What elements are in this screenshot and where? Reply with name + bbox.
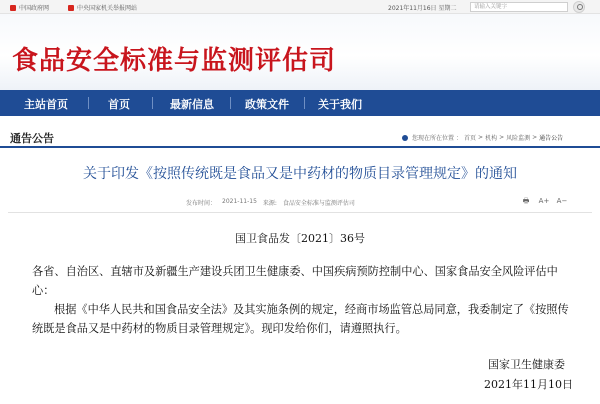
publish-label: 发布时间： [186,200,217,207]
document-number: 国卫食品发〔2021〕36号 [235,232,365,245]
breadcrumb-home[interactable]: 首页 [464,135,477,142]
article-title: 关于印发《按照传统既是食品又是中药材的物质目录管理规定》的通知 [83,166,517,182]
report-link[interactable] [68,3,137,12]
source-name: 食品安全标准与监测评估司 [282,200,355,207]
location-icon [402,135,408,141]
print-icon[interactable]: 🖶 [522,197,530,205]
nav-item-home[interactable]: 首页 [108,98,130,111]
site-banner [0,14,600,90]
section-header [0,128,600,148]
nav-divider [152,97,153,109]
gov-link[interactable] [10,3,49,12]
breadcrumb-org[interactable]: 机构 [485,135,498,142]
source-label: 来源: [262,200,277,207]
top-utility-bar [0,0,600,14]
content-paragraph: 根据《中华人民共和国食品安全法》及其实施条例的规定，经商市场监管总局同意，我委制定了《按照传统既是食品又是中药材的物质目录管理规定》。现印发给你们，请遵照执行。 [32,303,569,335]
nav-divider [88,97,89,109]
breadcrumb: 您现在所在位置 ： 首页 > 机构 > 风险监测 > 通告公告 [402,133,563,142]
main-nav [0,90,600,116]
nav-item-policy[interactable]: 政策文件 [245,98,289,111]
meta-divider [8,212,592,213]
addressee-paragraph: 各省、自治区、直辖市及新疆生产建设兵团卫生健康委、中国疾病预防控制中心、国家食品安全风险评估中心： [32,265,558,297]
nav-item-main-home[interactable]: 主站首页 [24,98,68,111]
nav-item-latest[interactable]: 最新信息 [170,98,214,111]
nav-divider [230,97,231,109]
flag-icon [68,5,74,11]
article-tools [520,195,568,207]
flag-icon [10,5,16,11]
article-body [32,262,572,338]
nav-divider [304,97,305,109]
report-link-label: 中央国家机关举报网站 [77,5,138,12]
breadcrumb-prefix: 您现在所在位置 [412,135,455,142]
article-meta [186,198,355,207]
gov-link-label: 中国政府网 [19,5,50,12]
section-title: 通告公告 [10,132,54,145]
breadcrumb-current: 通告公告 [539,135,564,142]
search-button[interactable] [573,1,585,13]
current-date: 2021年11月16日 星期二 [388,5,457,12]
breadcrumb-monitoring[interactable]: 风险监测 [506,135,531,142]
publish-date: 2021-11-15 [222,198,257,205]
signature-date: 2021年11月10日 [484,378,573,391]
nav-item-about[interactable]: 关于我们 [318,98,362,111]
signature-organization: 国家卫生健康委 [488,358,565,371]
font-increase-icon[interactable]: A+ [538,197,550,205]
site-title: 食品安全标准与监测评估司 [12,46,337,76]
font-decrease-icon[interactable]: A− [556,197,568,205]
search-input[interactable]: 请输入关键字 [470,2,568,12]
